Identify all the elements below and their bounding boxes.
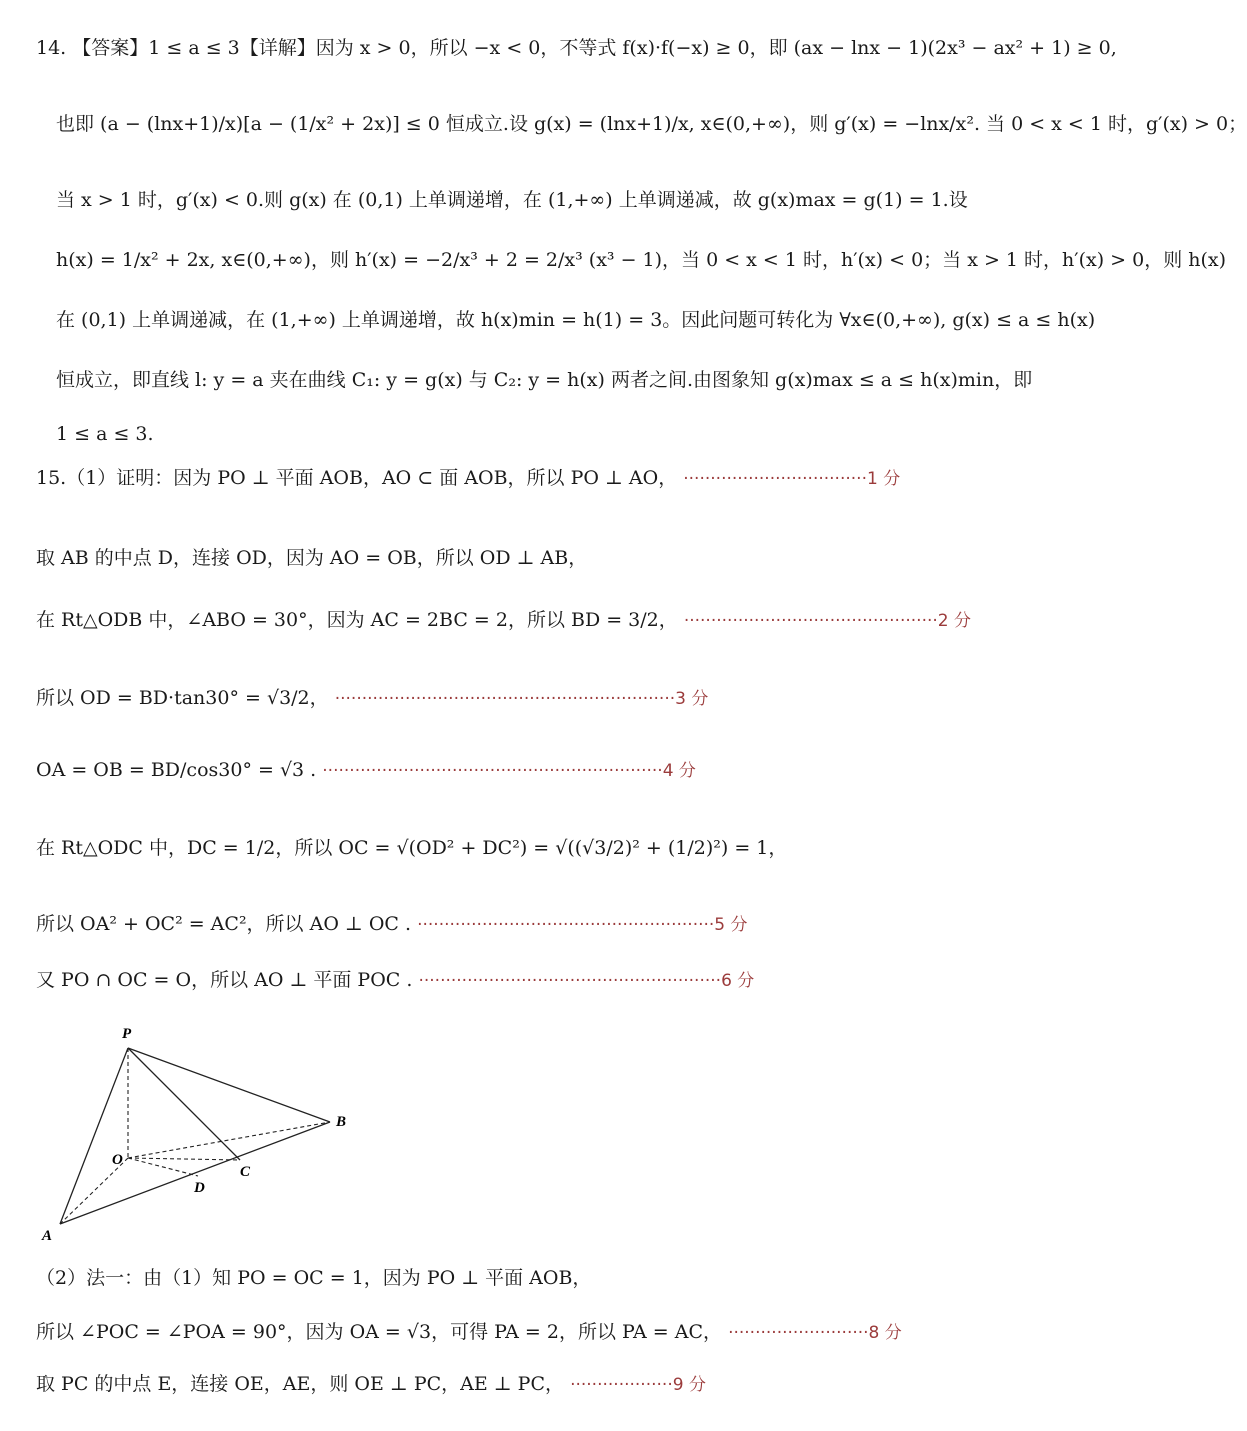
q15-line-3 (36, 606, 1055, 635)
q15-line-4 (36, 684, 1055, 713)
score-8: ··························8 分 (728, 1323, 902, 1343)
edge-OC (128, 1158, 240, 1160)
score-6: ························································6 分 (418, 971, 755, 991)
q15-line-5-text: OA = OB = BD/cos30° = √3 . (36, 759, 317, 781)
q15-line-6: 在 Rt△ODC 中，DC = 1/2，所以 OC = √(OD² + DC²) = √((√3/2)² + (1/2)²) = 1， (36, 837, 788, 859)
q15-line-2: 取 AB 的中点 D，连接 OD，因为 AO = OB，所以 OD ⊥ AB， (36, 547, 588, 569)
label-O: O (112, 1152, 123, 1168)
label-D: D (194, 1180, 205, 1196)
q14-line-3: 当 x > 1 时，g′(x) < 0.则 g(x) 在 (0,1) 上单调递增，在 (1,+∞) 上单调递减，故 g(x)max = g(1) = 1.设 (56, 189, 968, 211)
q15-line-5 (36, 756, 1055, 785)
pyramid-svg (30, 1018, 360, 1246)
q14-line-6: 恒成立，即直线 l: y = a 夹在曲线 C₁: y = g(x) 与 C₂: y = h(x) 两者之间.由图象知 g(x)max ≤ a ≤ h(x)min，即 (56, 369, 1033, 391)
q14-line-5: 在 (0,1) 上单调递减，在 (1,+∞) 上单调递增，故 h(x)min = h(1) = 3。因此问题可转化为 ∀x∈(0,+∞), g(x) ≤ a ≤ h(x) (56, 309, 1096, 331)
q15-line-8 (36, 966, 1055, 995)
q15-part2-line-1: （2）法一：由（1）知 PO = OC = 1，因为 PO ⊥ 平面 AOB， (36, 1267, 592, 1289)
score-5: ·······················································5 分 (417, 915, 748, 935)
score-1: ··································1 分 (683, 469, 901, 489)
q15-line-7 (36, 910, 1055, 939)
q15-line-7-text: 所以 OA² + OC² = AC²，所以 AO ⊥ OC . (36, 913, 412, 935)
q15-line-3-text: 在 Rt△ODB 中，∠ABO = 30°，因为 AC = 2BC = 2，所以 BD = 3/2， (36, 609, 678, 631)
score-3: ·······························································3 分 (334, 689, 709, 709)
q14-line-7: 1 ≤ a ≤ 3. (56, 423, 154, 445)
q15-line-1 (36, 464, 1055, 493)
edge-PA (60, 1048, 128, 1224)
q15-part2-line-3-text: 取 PC 的中点 E，连接 OE，AE，则 OE ⊥ PC，AE ⊥ PC， (36, 1373, 565, 1395)
score-9: ···················9 分 (570, 1375, 706, 1395)
q15-part2-line-2 (36, 1318, 1055, 1347)
q14-line-2: 也即 (a − (lnx+1)/x)[a − (1/x² + 2x)] ≤ 0 恒成立.设 g(x) = (lnx+1)/x, x∈(0,+∞)，则 g′(x) = −lnx/x². 当 0 < x < 1 时，g′(x) > 0； (56, 113, 1247, 135)
edge-AB (60, 1122, 330, 1224)
edge-OB (128, 1122, 330, 1158)
edge-PC (128, 1048, 240, 1160)
label-C: C (240, 1164, 251, 1180)
pyramid-figure (30, 1018, 360, 1246)
label-P: P (122, 1026, 132, 1042)
score-4: ·······························································4 分 (322, 761, 696, 781)
q15-line-8-text: 又 PO ∩ OC = O，所以 AO ⊥ 平面 POC . (36, 969, 413, 991)
q15-part2-line-3 (36, 1370, 1055, 1399)
edge-PB (128, 1048, 330, 1122)
edge-OD (128, 1158, 198, 1176)
label-B: B (336, 1114, 347, 1130)
q14-line-4: h(x) = 1/x² + 2x, x∈(0,+∞)，则 h′(x) = −2/x³ + 2 = 2/x³ (x³ − 1)，当 0 < x < 1 时，h′(x) < 0；当 x > 1 时，h′(x) > 0，则 h(x) (56, 249, 1227, 271)
q14-line-1: 14. 【答案】1 ≤ a ≤ 3【详解】因为 x > 0，所以 −x < 0，不等式 f(x)·f(−x) ≥ 0，即 (ax − lnx − 1)(2x³ − ax² + 1) ≥ 0, (36, 37, 1117, 59)
q15-line-1-text: 15.（1）证明：因为 PO ⊥ 平面 AOB，AO ⊂ 面 AOB，所以 PO ⊥ AO， (36, 467, 678, 489)
score-2: ···············································2 分 (683, 611, 972, 631)
q15-line-4-text: 所以 OD = BD·tan30° = √3/2， (36, 687, 329, 709)
q15-part2-line-2-text: 所以 ∠POC = ∠POA = 90°，因为 OA = √3，可得 PA = 2，所以 PA = AC， (36, 1321, 723, 1343)
label-A: A (42, 1228, 53, 1244)
